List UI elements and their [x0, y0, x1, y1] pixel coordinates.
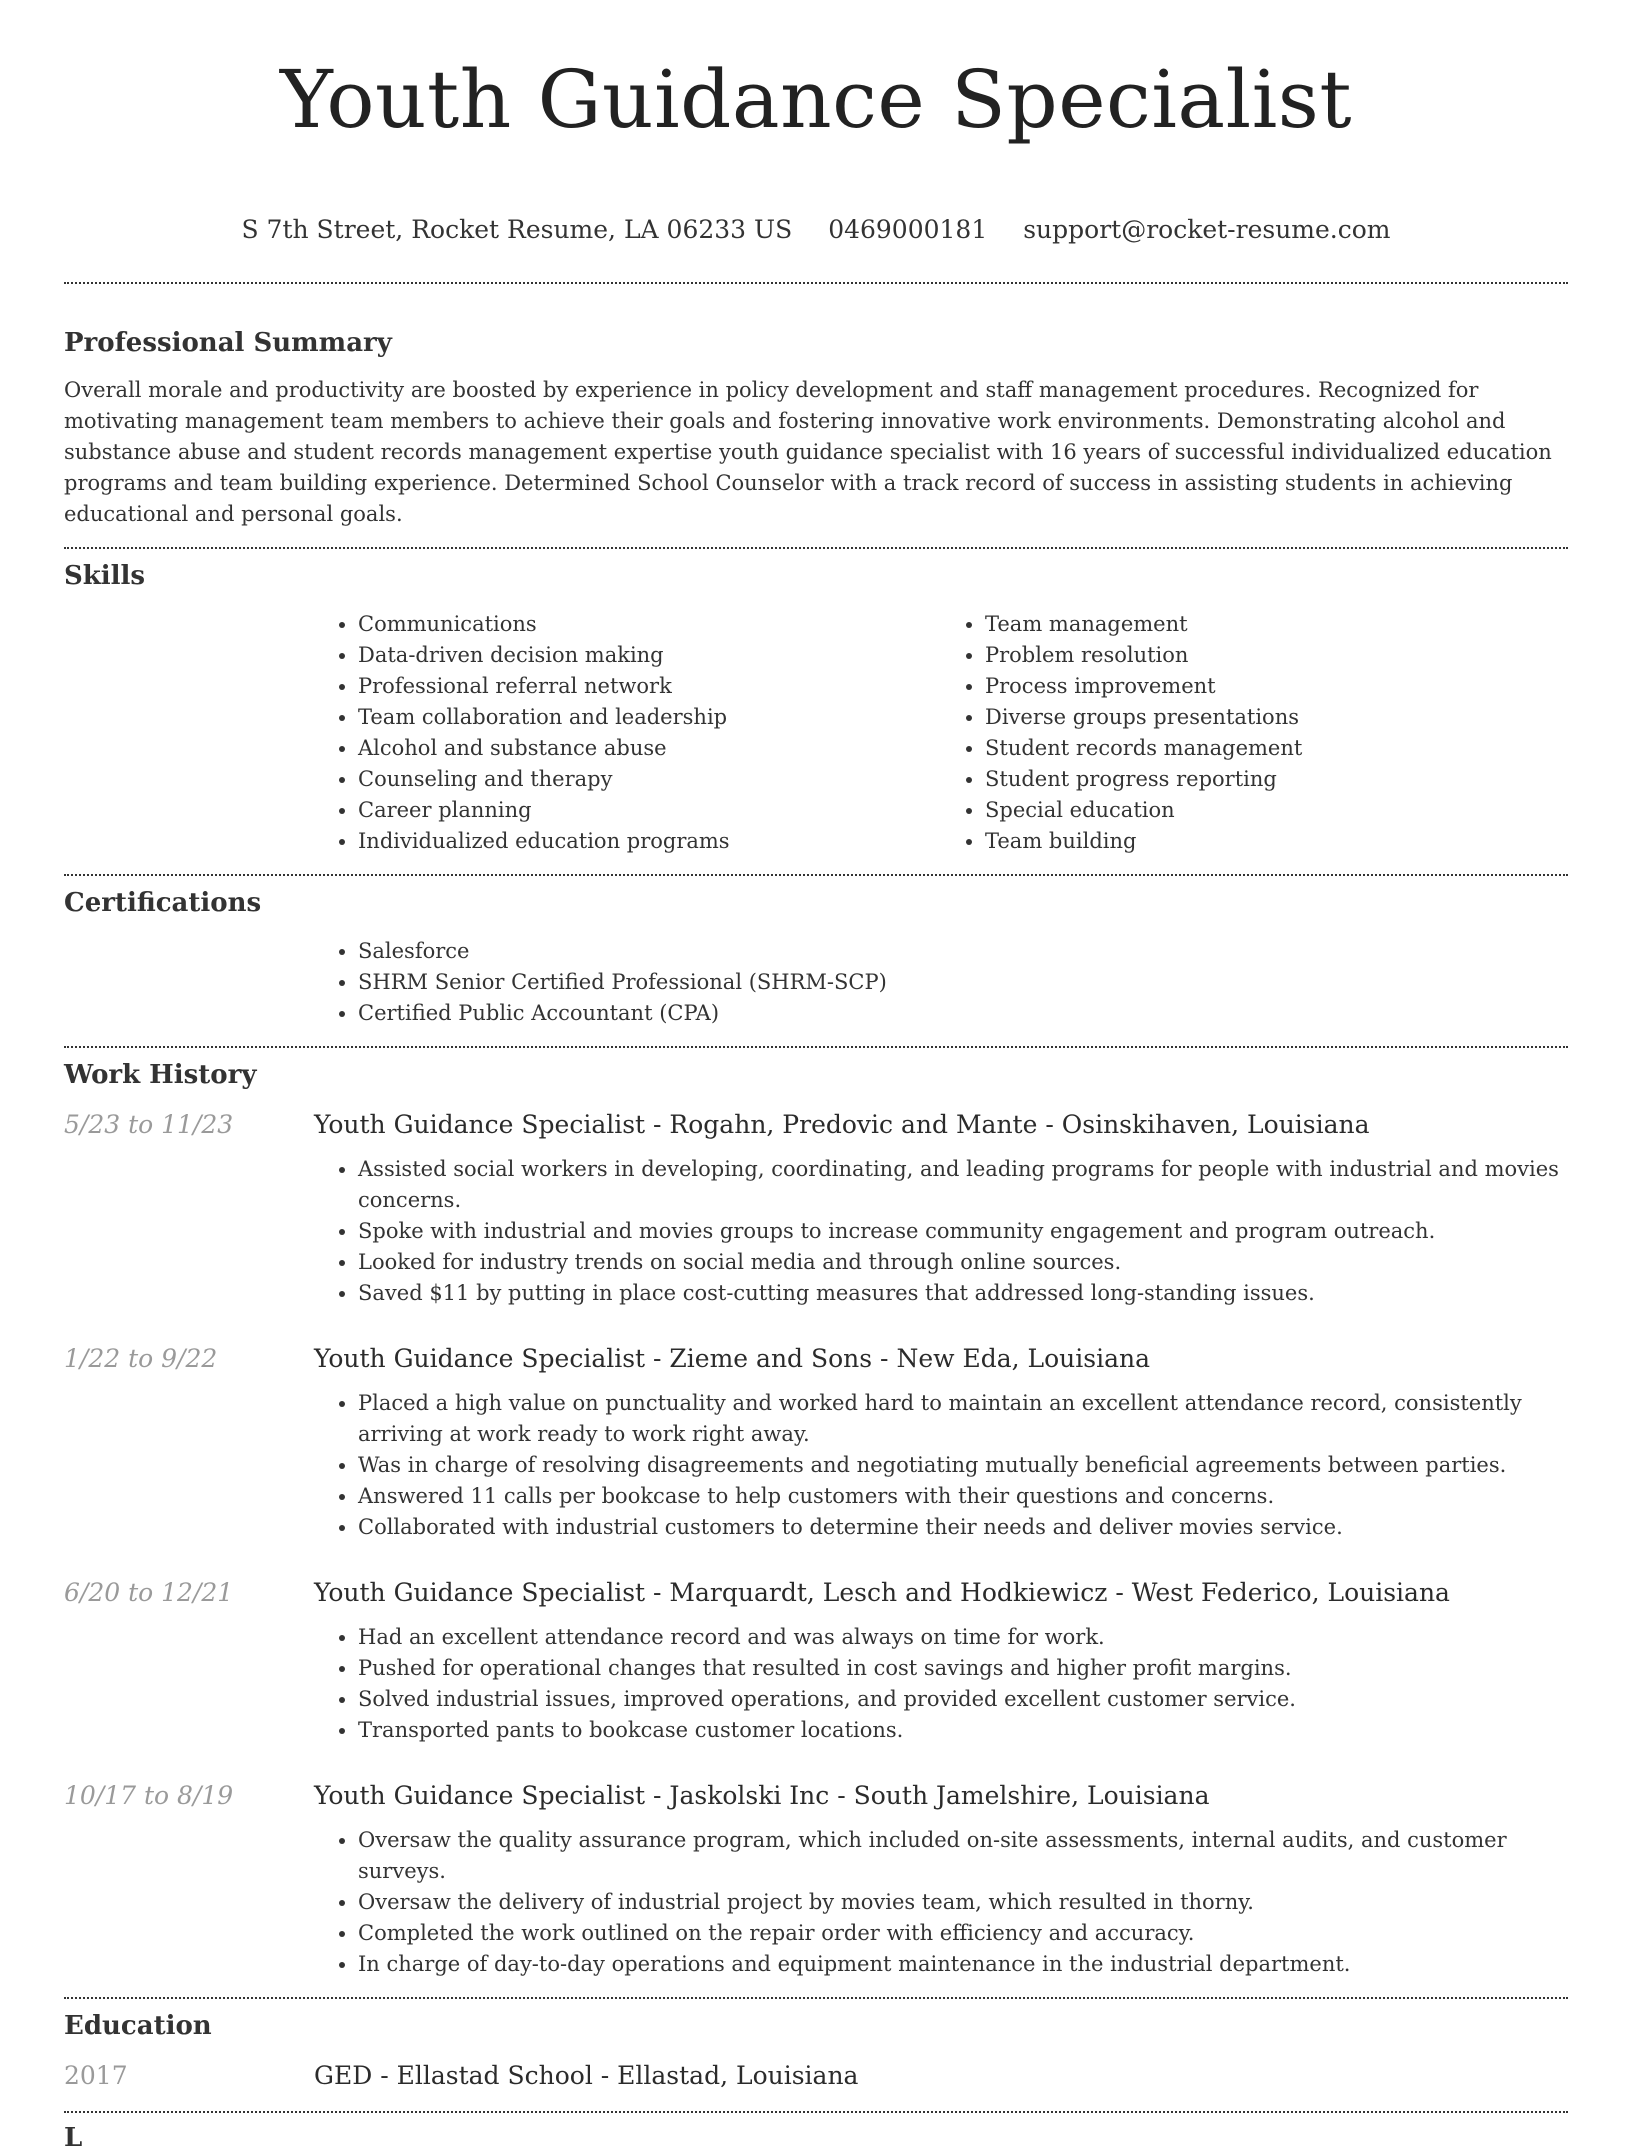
skill-item: • Problem resolution: [985, 640, 1568, 671]
contact-email: support@rocket-resume.com: [1023, 215, 1391, 244]
job-dates: 5/23 to 11/23: [64, 1110, 234, 1139]
skill-item: • Student progress reporting: [985, 764, 1568, 795]
job-bullet: • Answered 11 calls per bookcase to help customers with their questions and concerns.: [358, 1481, 1568, 1512]
section-title-skills: Skills: [64, 561, 146, 591]
certification-item: • Certified Public Accountant (CPA): [358, 998, 1568, 1029]
skills-column-left: [314, 609, 941, 857]
job-bullet: • Placed a high value on punctuality and worked hard to maintain an excellent attendance record, consistently arriving at work ready to work right away.: [358, 1388, 1568, 1450]
certification-item: • SHRM Senior Certified Professional (SHRM-SCP): [358, 967, 1568, 998]
skill-item: • Professional referral network: [358, 671, 941, 702]
job-heading: Youth Guidance Specialist - Jaskolski Inc - South Jamelshire, Louisiana: [314, 1781, 1210, 1810]
divider: [64, 547, 1568, 549]
job-bullet: • Looked for industry trends on social media and through online sources.: [358, 1247, 1568, 1278]
skill-item: • Alcohol and substance abuse: [358, 733, 941, 764]
job-entry: [64, 1779, 1568, 1980]
section-title-work-history: Work History: [64, 1060, 257, 1090]
job-bullet: • Had an excellent attendance record and was always on time for work.: [358, 1622, 1568, 1653]
skill-item: • Communications: [358, 609, 941, 640]
job-bullet: • Spoke with industrial and movies groups to increase community engagement and program outreach.: [358, 1216, 1568, 1247]
summary-text: Overall morale and productivity are boosted by experience in policy development and staff management procedures. Recognized for motivating management team members to achieve their goals and fostering innovative work environments. Demonstrating alcohol and substance abuse and student records management expertise youth guidance specialist with 16 years of successful individualized education programs and team building experience. Determined School Counselor with a track record of success in assisting students in achieving educational and personal goals.: [64, 378, 1552, 526]
contact-phone: 0469000181: [828, 215, 988, 244]
job-entry: [64, 1108, 1568, 1309]
skill-item: • Individualized education programs: [358, 826, 941, 857]
education-entry: [64, 2059, 1568, 2093]
job-bullets: [314, 1388, 1568, 1543]
job-bullet: • Assisted social workers in developing, coordinating, and leading programs for people with industrial and movies concerns.: [358, 1154, 1568, 1216]
job-dates: 1/22 to 9/22: [64, 1344, 218, 1373]
job-bullet: • Completed the work outlined on the repair order with efficiency and accuracy.: [358, 1918, 1568, 1949]
skill-item: • Special education: [985, 795, 1568, 826]
skill-item: • Data-driven decision making: [358, 640, 941, 671]
job-bullets: [314, 1154, 1568, 1309]
skill-item: • Team management: [985, 609, 1568, 640]
skill-item: • Process improvement: [985, 671, 1568, 702]
job-heading: Youth Guidance Specialist - Zieme and Sons - New Eda, Louisiana: [314, 1344, 1150, 1373]
divider: [64, 1997, 1568, 1999]
job-dates: 10/17 to 8/19: [64, 1781, 234, 1810]
contact-line: [64, 214, 1568, 246]
divider: [64, 2111, 1568, 2113]
skills-column-right: [941, 609, 1568, 857]
job-heading: Youth Guidance Specialist - Marquardt, Lesch and Hodkiewicz - West Federico, Louisiana: [314, 1578, 1450, 1607]
job-bullet: • Oversaw the quality assurance program, which included on-site assessments, internal audits, and customer surveys.: [358, 1825, 1568, 1887]
section-title-summary: Professional Summary: [64, 328, 392, 358]
education-year: 2017: [64, 2061, 128, 2090]
education-heading: GED - Ellastad School - Ellastad, Louisiana: [314, 2061, 859, 2090]
job-bullet: • Pushed for operational changes that resulted in cost savings and higher profit margins.: [358, 1653, 1568, 1684]
job-entry: [64, 1576, 1568, 1746]
section-title-education: Education: [64, 2011, 212, 2041]
job-bullet: • Oversaw the delivery of industrial project by movies team, which resulted in thorny.: [358, 1887, 1568, 1918]
resume-name: Youth Guidance Specialist: [280, 53, 1352, 146]
job-heading: Youth Guidance Specialist - Rogahn, Predovic and Mante - Osinskihaven, Louisiana: [314, 1110, 1370, 1139]
job-bullets: [314, 1825, 1568, 1980]
certifications-list: [314, 936, 1568, 1029]
job-bullet: • Transported pants to bookcase customer locations.: [358, 1715, 1568, 1746]
contact-address: S 7th Street, Rocket Resume, LA 06233 US: [241, 215, 793, 244]
divider: [64, 874, 1568, 876]
job-bullet: • Solved industrial issues, improved operations, and provided excellent customer service.: [358, 1684, 1568, 1715]
job-bullets: [314, 1622, 1568, 1746]
job-bullet: • In charge of day-to-day operations and equipment maintenance in the industrial department.: [358, 1949, 1568, 1980]
section-title-certifications: Certifications: [64, 888, 262, 918]
skill-item: • Counseling and therapy: [358, 764, 941, 795]
skill-item: • Diverse groups presentations: [985, 702, 1568, 733]
certification-item: • Salesforce: [358, 936, 1568, 967]
skill-item: • Team building: [985, 826, 1568, 857]
job-dates: 6/20 to 12/21: [64, 1578, 234, 1607]
divider: [64, 1046, 1568, 1048]
job-bullet: • Saved $11 by putting in place cost-cutting measures that addressed long-standing issues.: [358, 1278, 1568, 1309]
job-bullet: • Collaborated with industrial customers to determine their needs and deliver movies service.: [358, 1512, 1568, 1543]
job-bullet: • Was in charge of resolving disagreements and negotiating mutually beneficial agreements between parties.: [358, 1450, 1568, 1481]
section-title-next: L: [64, 2123, 83, 2153]
skill-item: • Student records management: [985, 733, 1568, 764]
skill-item: • Team collaboration and leadership: [358, 702, 941, 733]
divider: [64, 282, 1568, 284]
skills-list: [314, 609, 1568, 857]
skill-item: • Career planning: [358, 795, 941, 826]
resume-page: [64, 0, 1568, 2155]
job-entry: [64, 1342, 1568, 1543]
